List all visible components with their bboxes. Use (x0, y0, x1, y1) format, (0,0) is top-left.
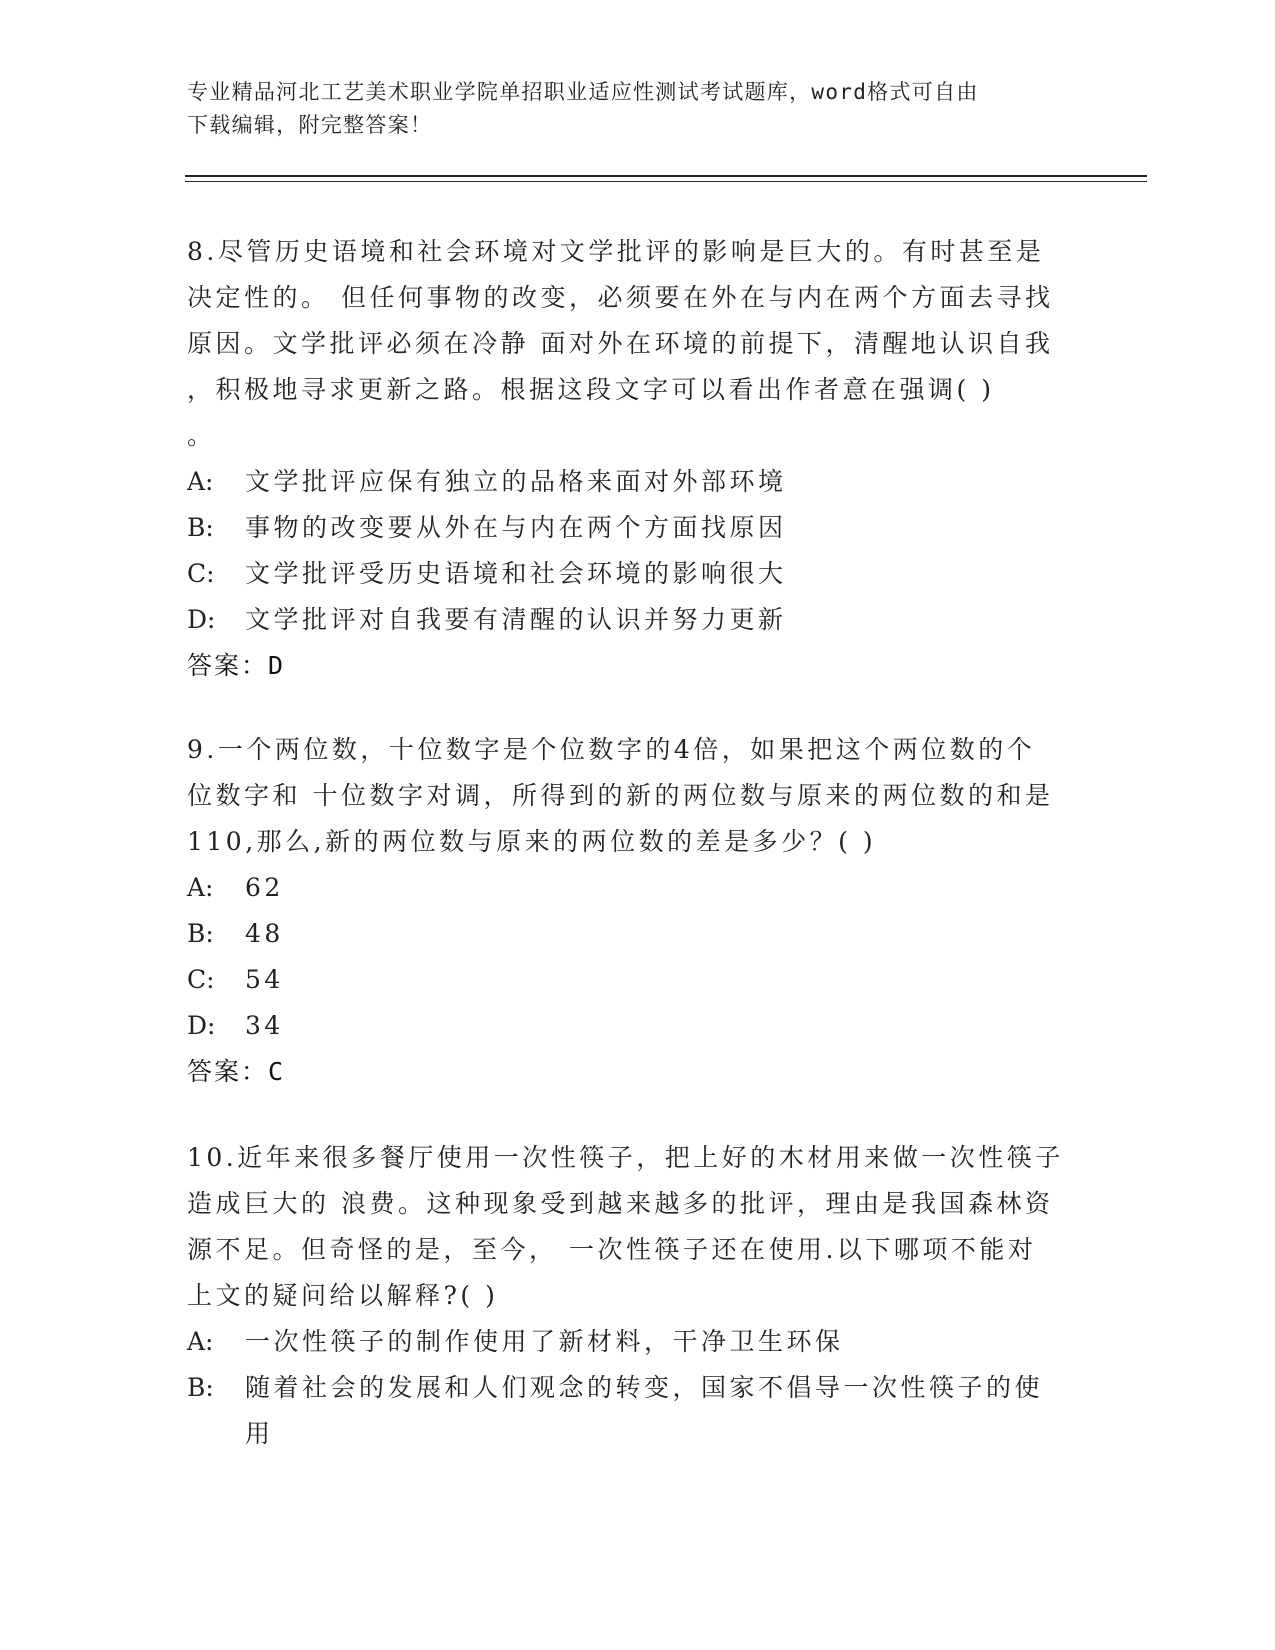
question-text-line: 上文的疑问给以解释?( ) (187, 1281, 499, 1310)
option-label: A: (187, 1327, 214, 1356)
question-text-line: 9.一个两位数，十位数字是个位数字的4倍，如果把这个两位数的个 (187, 735, 1036, 764)
document-header (187, 76, 1067, 142)
option-text: 文学批评对自我要有清醒的认识并努力更新 (245, 605, 787, 634)
option-d (187, 1003, 1067, 1049)
option-label: D: (187, 1011, 216, 1040)
question-text-line: ，积极地寻求更新之路。根据这段文字可以看出作者意在强调( ) (187, 375, 995, 404)
answer: 答案：C (187, 1057, 286, 1086)
option-b (187, 1365, 1067, 1457)
answer: 答案：D (187, 651, 286, 680)
question-text-line: 位数字和 十位数字对调，所得到的新的两位数与原来的两位数的和是 (187, 781, 1054, 810)
option-label: B: (187, 919, 214, 948)
header-divider-thin (185, 181, 1147, 182)
question-text-line: 原因。文学批评必须在冷静 面对外在环境的前提下，清醒地认识自我 (187, 329, 1054, 358)
question-8 (187, 229, 1067, 689)
option-c (187, 957, 1067, 1003)
question-text-line: 110,那么,新的两位数与原来的两位数的差是多少？( ) (187, 827, 877, 856)
option-text: 文学批评应保有独立的品格来面对外部环境 (245, 467, 787, 496)
question-text-line: 8.尽管历史语境和社会环境对文学批评的影响是巨大的。有时甚至是 (187, 237, 1045, 266)
header-divider (185, 175, 1147, 177)
option-label: B: (187, 1373, 214, 1402)
option-label: B: (187, 513, 214, 542)
option-text: 54 (245, 965, 284, 994)
question-text-line: 10.近年来很多餐厅使用一次性筷子，把上好的木材用来做一次性筷子 (187, 1143, 1064, 1172)
question-9 (187, 727, 1067, 1095)
option-text: 一次性筷子的制作使用了新材料，干净卫生环保 (245, 1327, 844, 1356)
option-text: 事物的改变要从外在与内在两个方面找原因 (245, 513, 787, 542)
option-label: C: (187, 559, 215, 588)
option-b (187, 911, 1067, 957)
option-a (187, 459, 1067, 505)
option-label: D: (187, 605, 216, 634)
question-text-line: 。 (187, 421, 216, 450)
option-label: A: (187, 873, 214, 902)
option-label: A: (187, 467, 214, 496)
option-text: 随着社会的发展和人们观念的转变，国家不倡导一次性筷子的使用 (245, 1373, 1044, 1448)
question-10 (187, 1135, 1067, 1457)
option-text: 62 (245, 873, 284, 902)
option-text: 48 (245, 919, 284, 948)
option-d (187, 597, 1067, 643)
question-text-line: 造成巨大的 浪费。这种现象受到越来越多的批评，理由是我国森林资 (187, 1189, 1054, 1218)
question-text-line: 源不足。但奇怪的是，至今， 一次性筷子还在使用.以下哪项不能对 (187, 1235, 1037, 1264)
option-text: 34 (245, 1011, 284, 1040)
option-a (187, 865, 1067, 911)
option-text: 文学批评受历史语境和社会环境的影响很大 (245, 559, 787, 588)
header-line-1: 专业精品河北工艺美术职业学院单招职业适应性测试考试题库，word格式可自由 (187, 80, 979, 104)
option-b (187, 505, 1067, 551)
header-line-2: 下载编辑，附完整答案！ (187, 113, 433, 137)
question-text-line: 决定性的。 但任何事物的改变，必须要在外在与内在两个方面去寻找 (187, 283, 1054, 312)
option-a (187, 1319, 1067, 1365)
option-label: C: (187, 965, 215, 994)
option-c (187, 551, 1067, 597)
